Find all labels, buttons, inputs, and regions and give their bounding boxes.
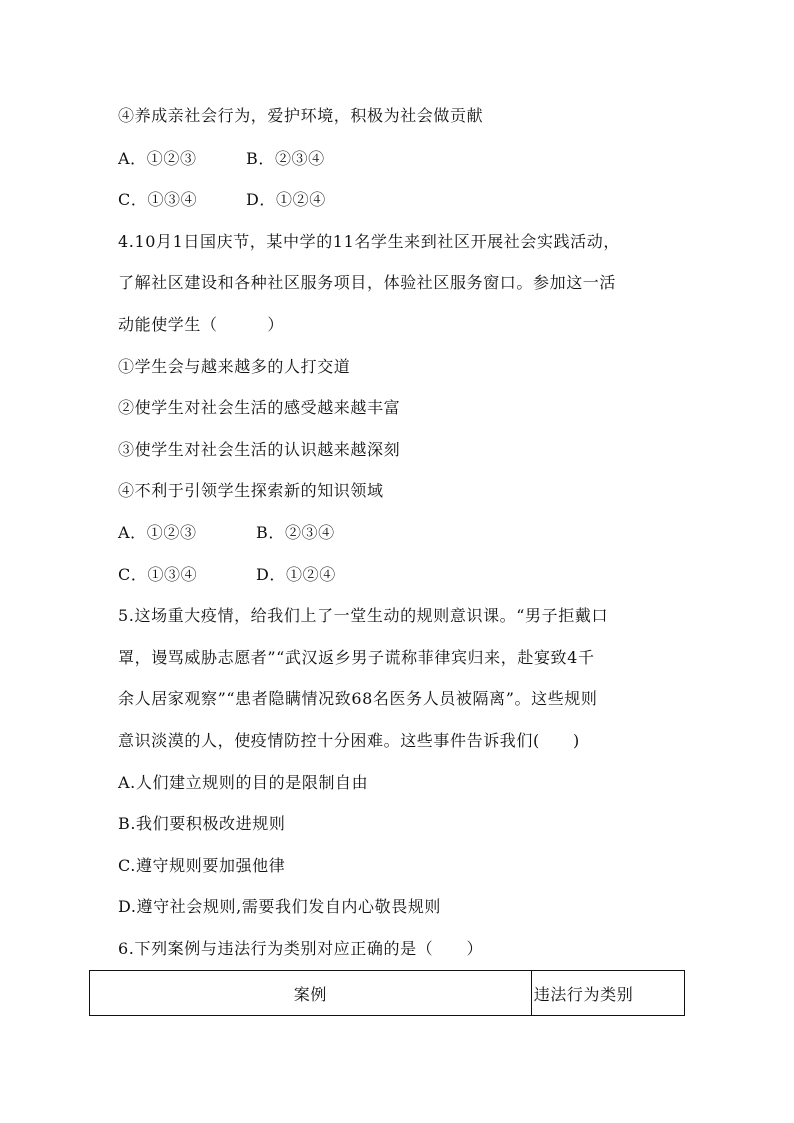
q3-option-b: B．②③④ bbox=[246, 149, 325, 168]
q3-option-c: C．①③④ bbox=[118, 190, 198, 209]
q3-option-a: A．①②③ bbox=[118, 149, 197, 168]
table-header-row bbox=[90, 971, 685, 1016]
q5-option-b: B.我们要积极改进规则 bbox=[118, 814, 286, 833]
q3-option-d: D．①②④ bbox=[246, 190, 326, 209]
q4-stem-line-2: 了解社区建设和各种社区服务项目，体验社区服务窗口。参加这一活 bbox=[118, 273, 617, 292]
table-header-case: 案例 bbox=[90, 971, 532, 1016]
q4-stem-line-3: 动能使学生（ ） bbox=[118, 315, 285, 334]
q5-stem-line-1: 5.这场重大疫情，给我们上了一堂生动的规则意识课。“男子拒戴口 bbox=[118, 606, 609, 625]
q4-option-d: D．①②④ bbox=[256, 565, 336, 584]
q5-option-d: D.遵守社会规则,需要我们发自内心敬畏规则 bbox=[118, 897, 442, 916]
q5-option-a: A.人们建立规则的目的是限制自由 bbox=[118, 773, 369, 792]
q5-option-c: C.遵守规则要加强他律 bbox=[118, 856, 286, 875]
q4-item-1: ①学生会与越来越多的人打交道 bbox=[118, 357, 351, 376]
q4-option-c: C．①③④ bbox=[118, 565, 198, 584]
q4-item-3: ③使学生对社会生活的认识越来越深刻 bbox=[118, 440, 401, 459]
table-header-violation-type: 违法行为类别 bbox=[531, 971, 684, 1016]
q4-option-a: A．①②③ bbox=[118, 523, 197, 542]
q4-item-4: ④不利于引领学生探索新的知识领域 bbox=[118, 481, 384, 500]
q5-stem-line-4: 意识淡漠的人，使疫情防控十分困难。这些事件告诉我们( ) bbox=[118, 731, 580, 750]
q4-option-b: B．②③④ bbox=[256, 523, 335, 542]
q6-stem: 6.下列案例与违法行为类别对应正确的是（ ） bbox=[118, 939, 484, 958]
q6-table bbox=[89, 970, 685, 1016]
q3-item-4: ④养成亲社会行为，爱护环境，积极为社会做贡献 bbox=[118, 106, 484, 125]
q5-stem-line-3: 余人居家观察”“患者隐瞒情况致68名医务人员被隔离”。这些规则 bbox=[118, 689, 598, 708]
q4-item-2: ②使学生对社会生活的感受越来越丰富 bbox=[118, 398, 401, 417]
q4-stem-line-1: 4.10月1日国庆节，某中学的11名学生来到社区开展社会实践活动， bbox=[118, 232, 620, 251]
q5-stem-line-2: 罩，谩骂威胁志愿者”“武汉返乡男子谎称菲律宾归来，赴宴致4千 bbox=[118, 648, 595, 667]
